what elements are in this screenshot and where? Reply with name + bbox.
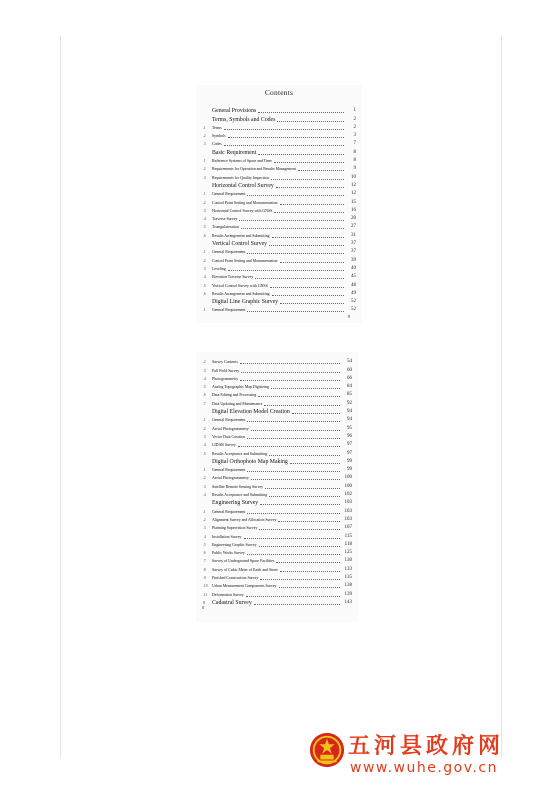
- toc-entry-title: Cadastral Survey: [212, 599, 252, 606]
- toc-entry: [203, 482, 352, 490]
- toc-entry: [203, 516, 352, 524]
- toc-entry-title: Installation Survey: [212, 534, 242, 539]
- toc-entry: [203, 140, 356, 148]
- toc-entry: [203, 248, 356, 256]
- toc-entry: [203, 383, 352, 391]
- leader-dots: [239, 220, 344, 221]
- toc-entry-number: .1: [203, 125, 206, 130]
- toc-entry-title: Survey Contents: [212, 360, 238, 365]
- toc-entry-number: .2: [203, 517, 206, 522]
- toc-entry-page: 7: [353, 141, 356, 147]
- leader-dots: [276, 187, 344, 188]
- leader-dots: [247, 554, 340, 555]
- toc-entry-page: 12: [351, 182, 356, 188]
- toc-entry-number: .1: [203, 159, 206, 164]
- toc-entry-number: .5: [203, 542, 206, 547]
- page-number: 0: [202, 605, 205, 610]
- toc-entry-page: 37: [351, 249, 356, 255]
- toc-entry-number: .2: [203, 167, 206, 172]
- leader-dots: [264, 405, 340, 406]
- toc-entry: [203, 306, 356, 314]
- toc-entry-number: .4: [203, 217, 206, 222]
- toc-entry-title: Traverse Survey: [212, 217, 238, 222]
- toc-entry-number: .6: [203, 393, 206, 398]
- toc-entry-page: 102: [344, 492, 352, 498]
- toc-entry-number: .3: [203, 175, 206, 180]
- toc-entry-title: LIDAR Survey: [212, 443, 236, 448]
- toc-entry-title: Aerial Photogrammetry: [212, 426, 249, 431]
- toc-entry: [203, 215, 356, 223]
- toc-entry: [203, 366, 352, 374]
- toc-entry-page: 45: [351, 274, 356, 280]
- toc-entry-title: Elevation Traverse Survey: [212, 275, 254, 280]
- toc-entry-number: .9: [203, 576, 206, 581]
- leader-dots: [271, 179, 344, 180]
- toc-entry: [203, 182, 356, 190]
- leader-dots: [247, 311, 344, 312]
- toc-entry-page: 37: [351, 241, 356, 247]
- toc-entry: [203, 424, 352, 432]
- toc-entry: [203, 541, 352, 549]
- toc-entry-page: 103: [344, 516, 352, 522]
- site-watermark: [302, 729, 522, 789]
- toc-entry-title: Reference Systems of Space and Time: [212, 159, 272, 164]
- toc-entry-title: Photogrammetry: [212, 376, 239, 381]
- toc-entry-number: .4: [203, 443, 206, 448]
- toc-entry: [203, 590, 352, 598]
- toc-entry-page: 130: [344, 558, 352, 564]
- toc-entry-number: .6: [203, 551, 206, 556]
- toc-entry: [203, 273, 356, 281]
- toc-entry-title: Codes: [212, 142, 222, 147]
- toc-entry-number: .7: [203, 559, 206, 564]
- toc-entry-page: 15: [351, 199, 356, 205]
- toc-entry-title: Horizontal Control Survey: [212, 182, 274, 189]
- toc-entry-title: Triangulateration: [212, 225, 239, 230]
- toc-entry: [203, 115, 356, 123]
- site-name: 五河县政府网: [348, 734, 505, 759]
- toc-entry: [203, 466, 352, 474]
- toc-entry-title: Data Updating and Maintenance: [212, 401, 263, 406]
- toc-entry-page: 10: [351, 174, 356, 180]
- toc-entry: [203, 582, 352, 590]
- toc-entry: [203, 441, 352, 449]
- toc-entry-page: 9: [353, 166, 356, 172]
- toc-entry-page: 99: [347, 458, 352, 464]
- toc-entry-page: 92: [347, 400, 352, 406]
- toc-entry-page: 66: [347, 375, 352, 381]
- toc-entry-number: .2: [203, 360, 206, 365]
- toc-entry-number: .6: [203, 291, 206, 296]
- toc-entry-number: .2: [203, 426, 206, 431]
- toc-entry-number: .7: [203, 401, 206, 406]
- leader-dots: [260, 504, 340, 505]
- toc-entry: [203, 358, 352, 366]
- toc-entry-title: Survey of Cubic Meter of Earth and Stone: [212, 567, 278, 572]
- toc-entry-page: 31: [351, 232, 356, 238]
- leader-dots: [280, 571, 340, 572]
- toc-entry-title: Digital Elevation Model Creation: [212, 409, 290, 416]
- leader-dots: [228, 137, 344, 138]
- leader-dots: [278, 521, 340, 522]
- toc-entry-number: .5: [203, 451, 206, 456]
- leader-dots: [272, 295, 344, 296]
- leader-dots: [269, 496, 340, 497]
- toc-entry-number: .3: [203, 266, 206, 271]
- leader-dots: [247, 421, 340, 422]
- toc-entry: [203, 565, 352, 573]
- leader-dots: [274, 162, 344, 163]
- toc-entry-number: .2: [203, 476, 206, 481]
- toc-entry-page: 143: [344, 599, 352, 605]
- leader-dots: [260, 579, 340, 580]
- leader-dots: [240, 380, 340, 381]
- toc-entry-title: General Requirement: [212, 509, 246, 514]
- leader-dots: [251, 430, 340, 431]
- toc-entry: [203, 231, 356, 239]
- toc-entry: [203, 574, 352, 582]
- leader-dots: [269, 245, 344, 246]
- leader-dots: [270, 287, 344, 288]
- leader-dots: [247, 438, 340, 439]
- toc-entry-page: 85: [347, 392, 352, 398]
- toc-entry-page: 94: [347, 409, 352, 415]
- toc-entry: [203, 449, 352, 457]
- toc-entry-page: 135: [344, 575, 352, 581]
- toc-entry: [203, 132, 356, 140]
- toc-entry-title: Horizontal Control Survey with GNSS: [212, 208, 273, 213]
- toc-entry-title: Full Field Survey: [212, 368, 240, 373]
- contents-page-scan-1: [196, 85, 362, 323]
- toc-entry-title: Survey of Underground Space Facilities: [212, 559, 275, 564]
- toc-entry-page: 84: [347, 384, 352, 390]
- toc-entry-title: Terms, Symbols and Codes: [212, 116, 276, 123]
- toc-entry-page: 52: [351, 299, 356, 305]
- toc-entry-title: General Requirement: [212, 468, 246, 473]
- leader-dots: [259, 529, 340, 530]
- toc-entry-page: 118: [344, 541, 352, 547]
- leader-dots: [246, 596, 340, 597]
- toc-entry-page: 3: [353, 133, 356, 139]
- leader-dots: [276, 562, 340, 563]
- leader-dots: [277, 121, 344, 122]
- toc-entry-number: .4: [203, 275, 206, 280]
- toc-entry-number: .1: [203, 468, 206, 473]
- toc-entry: [203, 474, 352, 482]
- toc-entry-title: Engineering Graphic Survey: [212, 542, 257, 547]
- leader-dots: [271, 388, 340, 389]
- toc-entry-title: Requirements for Quality Inspection: [212, 175, 269, 180]
- toc-entry-page: 1: [353, 108, 356, 114]
- toc-entry-title: Results Acceptance and Submitting: [212, 451, 268, 456]
- leader-dots: [298, 170, 344, 171]
- toc-entry-number: 0: [203, 599, 206, 605]
- leader-dots: [280, 262, 345, 263]
- toc-entry-title: General Requirement: [212, 192, 246, 197]
- leader-dots: [279, 587, 340, 588]
- toc-entry-page: 12: [351, 191, 356, 197]
- contents-page-scan-2: [196, 352, 358, 622]
- toc-entry-title: Results Arrangement and Submitting: [212, 291, 270, 296]
- leader-dots: [258, 154, 344, 155]
- toc-entry-title: Satellite Remote Sensing Survey: [212, 484, 264, 489]
- toc-entry-title: Digital Line Graphic Survey: [212, 299, 279, 306]
- toc-entry: [203, 256, 356, 264]
- leader-dots: [258, 112, 344, 113]
- toc-entry-page: 8: [353, 149, 356, 155]
- toc-entry-title: General Requirement: [212, 308, 246, 313]
- toc-entry: [203, 148, 356, 156]
- toc-entry: [203, 157, 356, 165]
- toc-entry-page: 107: [344, 525, 352, 531]
- toc-entry-page: 39: [351, 257, 356, 263]
- toc-entry-page: 20: [351, 216, 356, 222]
- leader-dots: [244, 538, 341, 539]
- toc-entry: [203, 524, 352, 532]
- toc-entry-page: 49: [351, 290, 356, 296]
- toc-entry: [203, 124, 356, 132]
- toc-entry-page: 139: [344, 591, 352, 597]
- toc-entry: [203, 557, 352, 565]
- toc-entry-title: Symbols: [212, 134, 226, 139]
- leader-dots: [274, 212, 344, 213]
- contents-heading: Contents: [264, 88, 294, 97]
- toc-entry: [203, 198, 356, 206]
- toc-entry: [203, 549, 352, 557]
- toc-entry: [203, 532, 352, 540]
- toc-entry-number: .5: [203, 225, 206, 230]
- toc-entry-page: 27: [351, 224, 356, 230]
- toc-entry-page: 133: [344, 566, 352, 572]
- right-margin-line: [501, 36, 502, 758]
- toc-entry-title: Alignment Survey and Allocation Survey: [212, 517, 277, 522]
- toc-entry-page: 2: [353, 116, 356, 122]
- toc-entry-title: Leveling: [212, 266, 226, 271]
- toc-entry-number: .2: [203, 134, 206, 139]
- toc-entry-title: Public Works Survey: [212, 551, 245, 556]
- toc-entry-page: 103: [344, 508, 352, 514]
- leader-dots: [240, 363, 340, 364]
- toc-entry-number: .1: [203, 308, 206, 313]
- toc-entry-title: Vertical Control Survey: [212, 241, 268, 248]
- leader-dots: [247, 195, 344, 196]
- toc-entry-title: Deformation Survey: [212, 592, 244, 597]
- toc-entry: [203, 433, 352, 441]
- toc-entry: [203, 173, 356, 181]
- toc-entry-number: .2: [203, 200, 206, 205]
- toc-entry-title: Data Editing and Processing: [212, 393, 257, 398]
- toc-entry-page: 96: [347, 433, 352, 439]
- toc-entry: [203, 391, 352, 399]
- toc-entry-page: 48: [351, 282, 356, 288]
- toc-entry: [203, 458, 352, 466]
- toc-entry: [203, 190, 356, 198]
- toc-entry: [203, 281, 356, 289]
- toc-list-1: [196, 107, 362, 314]
- toc-entry: [203, 507, 352, 515]
- toc-entry-number: .6: [203, 233, 206, 238]
- toc-entry-number: .3: [203, 208, 206, 213]
- toc-entry-page: 103: [344, 500, 352, 506]
- toc-entry: [203, 290, 356, 298]
- toc-entry-page: 100: [344, 483, 352, 489]
- toc-entry-title: General Requirement: [212, 250, 246, 255]
- toc-entry-page: 54: [347, 359, 352, 365]
- toc-entry-page: 97: [347, 450, 352, 456]
- leader-dots: [269, 455, 340, 456]
- toc-entry-page: 99: [347, 467, 352, 473]
- site-url: www.wuhe.gov.cn: [350, 760, 498, 776]
- leader-dots: [228, 270, 344, 271]
- toc-entry-title: Control Point Setting and Monumentation: [212, 200, 278, 205]
- toc-entry-title: Vertical Control Survey with GNSS: [212, 283, 268, 288]
- toc-entry-title: Planning Supervision Survey: [212, 526, 258, 531]
- toc-entry-page: 115: [344, 533, 352, 539]
- toc-entry-title: Vector Data Creation: [212, 434, 245, 439]
- toc-entry-title: General Provisions: [212, 108, 257, 115]
- toc-entry-title: Engineering Survey: [212, 500, 259, 507]
- toc-entry-number: .3: [203, 484, 206, 489]
- toc-entry-page: 52: [351, 307, 356, 313]
- toc-entry-number: .3: [203, 368, 206, 373]
- leader-dots: [290, 463, 340, 464]
- toc-entry-number: .5: [203, 385, 206, 390]
- toc-entry: [203, 491, 352, 499]
- toc-entry-page: 94: [347, 417, 352, 423]
- toc-entry: [203, 240, 356, 248]
- toc-entry-title: Results Arrangement and Submitting: [212, 233, 270, 238]
- leader-dots: [241, 372, 340, 373]
- toc-entry: [203, 375, 352, 383]
- toc-entry-page: 16: [351, 207, 356, 213]
- toc-entry: [203, 499, 352, 507]
- toc-entry: [203, 265, 356, 273]
- toc-entry-number: .10: [203, 584, 208, 589]
- toc-list-2: [196, 358, 358, 607]
- toc-entry-page: 125: [344, 550, 352, 556]
- toc-entry-number: .5: [203, 283, 206, 288]
- toc-entry-page: 100: [344, 475, 352, 481]
- toc-entry: [203, 408, 352, 416]
- leader-dots: [258, 396, 340, 397]
- toc-entry-page: 138: [344, 583, 352, 589]
- toc-entry-title: Finished Construction Survey: [212, 576, 259, 581]
- leader-dots: [280, 303, 344, 304]
- leader-dots: [247, 471, 340, 472]
- toc-entry: [203, 416, 352, 424]
- toc-entry: [203, 599, 352, 607]
- toc-entry-number: .3: [203, 142, 206, 147]
- toc-entry-title: Analog Topographic Map Digitizing: [212, 385, 269, 390]
- toc-entry: [203, 165, 356, 173]
- toc-entry-page: 8: [353, 158, 356, 164]
- toc-entry-number: .1: [203, 250, 206, 255]
- toc-entry: [203, 298, 356, 306]
- toc-entry-title: Requirements for Operation and Results Management: [212, 167, 296, 172]
- toc-entry-number: .4: [203, 493, 206, 498]
- toc-entry-page: 95: [347, 425, 352, 431]
- leader-dots: [251, 479, 340, 480]
- toc-entry: [203, 207, 356, 215]
- leader-dots: [247, 513, 340, 514]
- leader-dots: [254, 604, 340, 605]
- toc-entry-title: Basic Requirement: [212, 149, 257, 156]
- toc-entry-page: 40: [351, 265, 356, 271]
- toc-entry-number: .1: [203, 192, 206, 197]
- left-margin-line: [60, 36, 61, 758]
- toc-entry: [203, 399, 352, 407]
- leader-dots: [255, 278, 344, 279]
- leader-dots: [265, 488, 340, 489]
- toc-entry-number: .4: [203, 376, 206, 381]
- page-number: 8: [347, 314, 350, 319]
- leader-dots: [259, 546, 340, 547]
- toc-entry-number: .11: [203, 592, 208, 597]
- toc-entry: [203, 107, 356, 115]
- leader-dots: [272, 237, 344, 238]
- leader-dots: [247, 253, 344, 254]
- toc-entry-number: .2: [203, 258, 206, 263]
- toc-entry-number: .4: [203, 534, 206, 539]
- toc-entry-title: General Requirement: [212, 418, 246, 423]
- toc-entry-title: Results Acceptance and Submitting: [212, 493, 268, 498]
- toc-entry-title: Digital Orthophoto Map Making: [212, 458, 288, 465]
- toc-entry-number: .3: [203, 434, 206, 439]
- toc-entry-page: 2: [353, 124, 356, 130]
- leader-dots: [241, 228, 344, 229]
- toc-entry-title: Terms: [212, 125, 222, 130]
- toc-entry: [203, 223, 356, 231]
- toc-entry-number: .8: [203, 567, 206, 572]
- toc-entry-title: Aerial Photogrammetry: [212, 476, 249, 481]
- toc-entry-number: .1: [203, 418, 206, 423]
- toc-entry-page: 60: [347, 367, 352, 373]
- leader-dots: [280, 204, 345, 205]
- national-emblem-icon: [308, 731, 346, 769]
- leader-dots: [224, 129, 344, 130]
- leader-dots: [224, 145, 344, 146]
- toc-entry-page: 97: [347, 442, 352, 448]
- toc-entry-title: Control Point Setting and Monumentation: [212, 258, 278, 263]
- toc-entry-number: .3: [203, 526, 206, 531]
- toc-entry-number: .1: [203, 509, 206, 514]
- leader-dots: [238, 446, 340, 447]
- leader-dots: [292, 413, 340, 414]
- toc-entry-title: Urban Measurement Components Survey: [212, 584, 277, 589]
